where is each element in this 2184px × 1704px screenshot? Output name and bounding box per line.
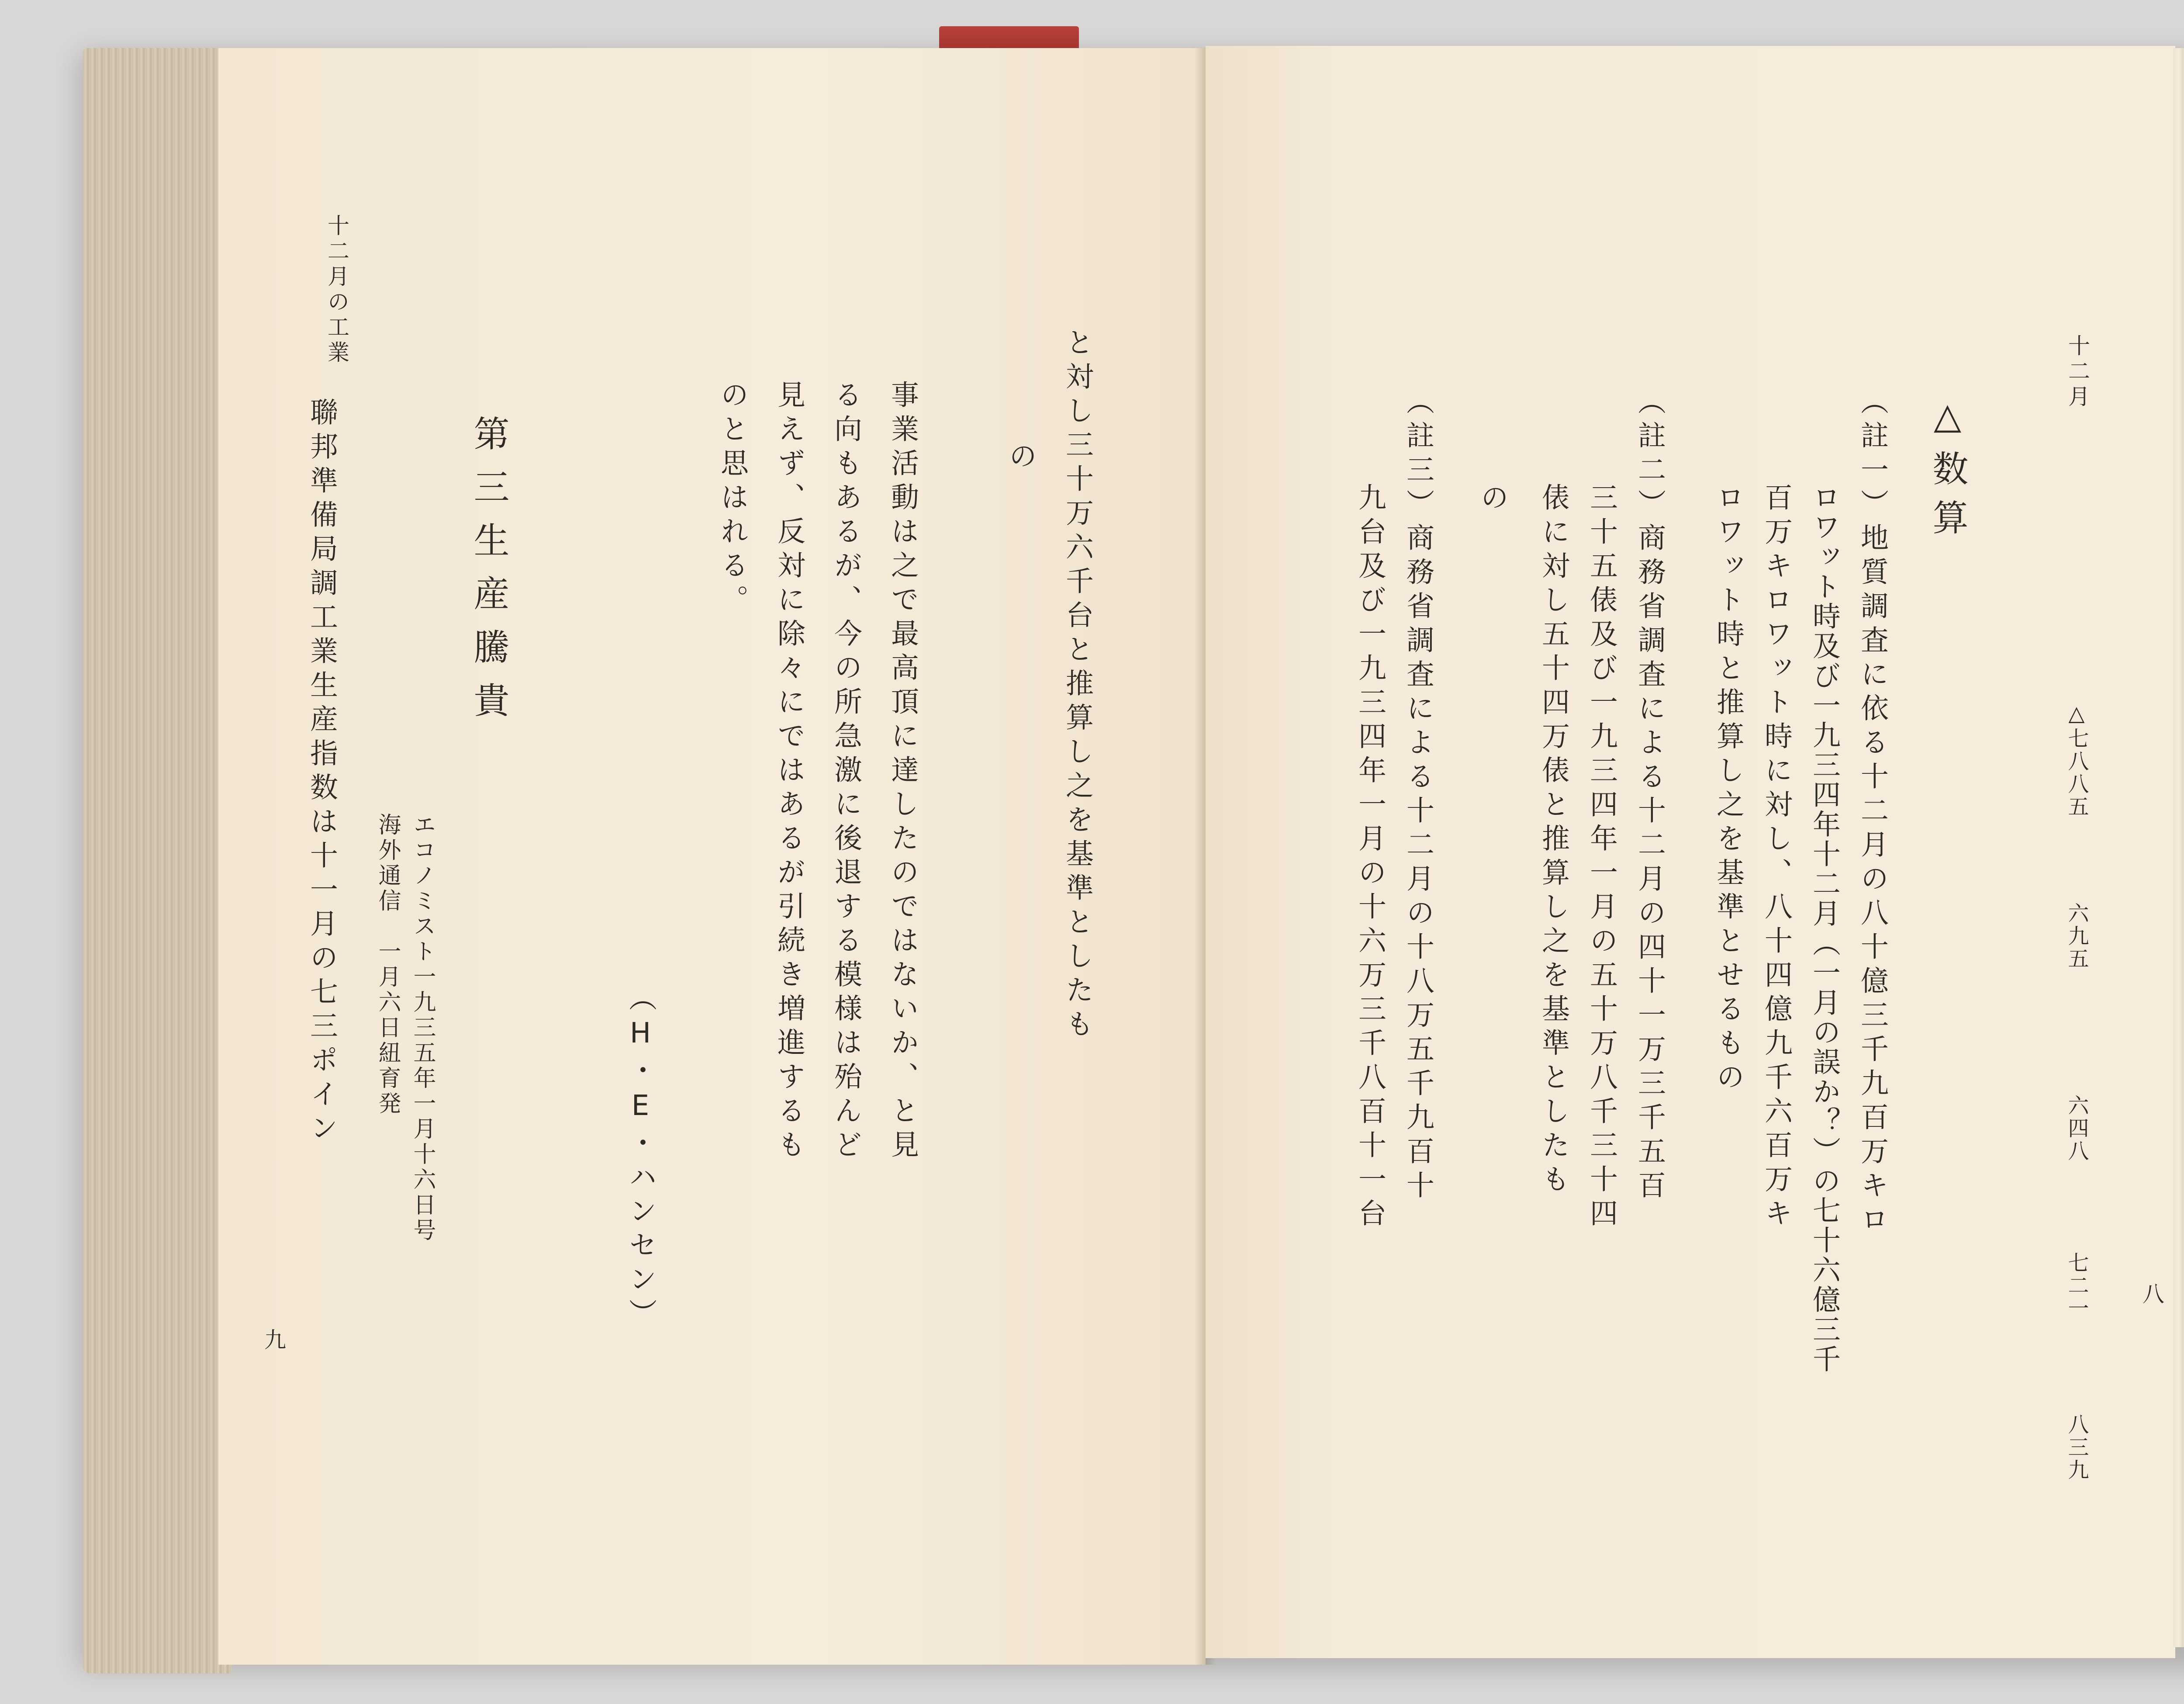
note-column: 九台及び一九三四年一月の十六万三千八百十一台 xyxy=(1354,483,1386,1233)
table-value: 七二一 xyxy=(2064,1252,2089,1320)
note-column: 百万キロワット時に対し、八十四億九千六百万キ xyxy=(1760,483,1792,1233)
table-value: 六九五 xyxy=(2064,902,2089,970)
note-column: ロワット時及び一九三四年十二月（一月の誤か？）の七十六億三千 xyxy=(1808,483,1840,1374)
text-column: のと思はれる。 xyxy=(716,380,748,619)
text-column: 見えず、反対に除々にではあるが引続き増進するも xyxy=(773,380,805,1164)
table-row-label: △数算 xyxy=(1927,395,1968,548)
table-value: 六四八 xyxy=(2064,1094,2089,1163)
note-column: （註一）地質調査に依る十二月の八十億三千九百万キロ xyxy=(1856,387,1888,1239)
right-page-number: 八 xyxy=(2139,1282,2164,1310)
right-page xyxy=(1206,46,2175,1658)
left-running-head: 十二月の工業 xyxy=(324,214,349,366)
left-page-edges xyxy=(83,48,232,1673)
note-column: （註三）商務省調査による十二月の十八万五千九百十 xyxy=(1402,387,1434,1205)
text-column: 事業活動は之で最高頂に達したのではないか、と見 xyxy=(886,380,919,1164)
left-page-number: 九 xyxy=(261,1328,286,1356)
text-column: の xyxy=(1004,441,1037,475)
text-column: 聯邦準備局調工業生産指数は十一月の七三ポイン xyxy=(305,398,338,1147)
note-column: ロワット時と推算し之を基準とせるもの xyxy=(1712,483,1744,1096)
left-page xyxy=(218,48,1206,1665)
table-value: △七八八五 xyxy=(2064,701,2089,818)
source-citation: エコノミスト一九三五年一月十六日号 xyxy=(409,813,435,1243)
note-column: 三十五俵及び一九三四年一月の五十万八千三十四 xyxy=(1585,483,1617,1233)
section-title: 第三生産騰貴 xyxy=(468,415,509,735)
note-column: （註二）商務省調査による十二月の四十一万三千五百 xyxy=(1633,387,1666,1205)
note-column: の xyxy=(1476,483,1508,517)
table-value: 八三九 xyxy=(2064,1413,2089,1482)
right-running-head: 十二月 xyxy=(2065,334,2090,410)
source-citation: 海外通信 一月六日紐育発 xyxy=(374,813,401,1117)
author-signature: （H・E・ハンセン） xyxy=(624,983,657,1333)
right-page-edges xyxy=(2173,48,2184,1647)
text-column: と対し三十万六千台と推算し之を基準としたも xyxy=(1061,328,1093,1043)
text-column: る向もあるが、今の所急激に後退する模様は殆んど xyxy=(829,380,862,1164)
note-column: 俵に対し五十四万俵と推算し之を基準としたも xyxy=(1537,483,1569,1198)
